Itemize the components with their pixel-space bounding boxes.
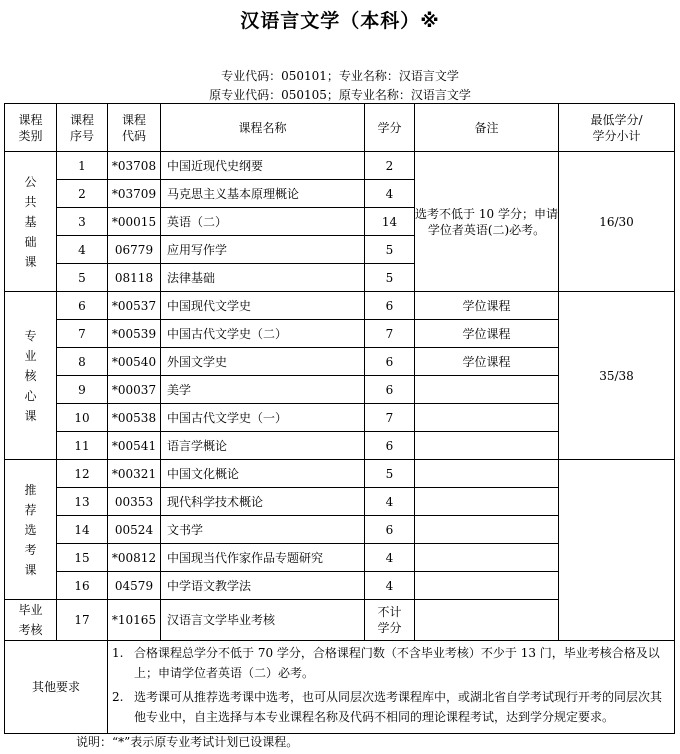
course-name: 中国古代文学史（一）	[161, 404, 365, 432]
course-seq: 14	[57, 516, 108, 544]
page-title: 汉语言文学（本科）※	[240, 10, 440, 32]
course-name: 中国文化概论	[161, 460, 365, 488]
requirement-number: 1.	[112, 646, 124, 660]
course-code: 00353	[108, 488, 161, 516]
header-seq-label: 课程 序号	[69, 112, 94, 143]
course-seq: 17	[57, 600, 108, 641]
other-requirements-row	[5, 641, 675, 734]
course-credit: 6	[365, 292, 415, 320]
course-code: 00524	[108, 516, 161, 544]
course-remark: 学位课程	[415, 292, 559, 320]
curriculum-table-body	[5, 104, 675, 734]
course-code: *10165	[108, 600, 161, 641]
category-recommended: 推 荐 选 考 课	[5, 460, 57, 600]
course-seq: 6	[57, 292, 108, 320]
course-remark	[415, 572, 559, 600]
course-seq: 7	[57, 320, 108, 348]
course-credit: 6	[365, 376, 415, 404]
course-credit: 6	[365, 432, 415, 460]
course-seq: 4	[57, 236, 108, 264]
course-seq: 16	[57, 572, 108, 600]
table-row	[5, 292, 675, 320]
course-name: 中国现当代作家作品专题研究	[161, 544, 365, 572]
course-credit: 5	[365, 236, 415, 264]
course-seq: 15	[57, 544, 108, 572]
course-code: *00538	[108, 404, 161, 432]
table-row	[5, 460, 675, 488]
requirement-text: 选考课可从推荐选考课中选考，也可从同层次选考课程库中，或湖北省自学考试现行开考的同层次其他专业中，自主选择与本专业课程名称及代码不相同的理论课程考试，达到学分规定要求。	[134, 690, 663, 724]
course-remark: 学位课程	[415, 320, 559, 348]
course-seq: 1	[57, 152, 108, 180]
header-name-label: 课程名称	[238, 120, 287, 135]
requirement-item	[112, 643, 668, 683]
curriculum-table	[4, 103, 675, 734]
course-credit: 7	[365, 404, 415, 432]
course-name: 汉语言文学毕业考核	[161, 600, 365, 641]
course-credit: 4	[365, 544, 415, 572]
course-seq: 8	[57, 348, 108, 376]
requirement-number: 2.	[112, 690, 124, 704]
course-name: 中国现代文学史	[161, 292, 365, 320]
course-remark	[415, 488, 559, 516]
course-credit: 6	[365, 348, 415, 376]
course-seq: 2	[57, 180, 108, 208]
category-public: 公 共 基 础 课	[5, 152, 57, 292]
course-name: 中国古代文学史（二）	[161, 320, 365, 348]
course-code: *00537	[108, 292, 161, 320]
course-name: 美学	[161, 376, 365, 404]
header-category-label: 课程 类别	[18, 112, 43, 143]
course-code: 08118	[108, 264, 161, 292]
other-requirements-cell	[108, 641, 675, 734]
requirement-item	[112, 687, 668, 727]
course-credit: 4	[365, 180, 415, 208]
other-requirements-label: 其他要求	[5, 641, 108, 734]
course-seq: 3	[57, 208, 108, 236]
header-credit-label: 学分	[377, 120, 402, 135]
course-code: *00539	[108, 320, 161, 348]
course-name: 中国近现代史纲要	[161, 152, 365, 180]
header-credit	[365, 104, 415, 152]
course-code: *00015	[108, 208, 161, 236]
footnote: 说明：“*”表示原专业考试计划已设课程。	[76, 735, 299, 749]
course-credit: 5	[365, 264, 415, 292]
public-remark: 选考不低于 10 学分；申请学位者英语(二)必考。	[415, 152, 559, 292]
requirement-text: 合格课程总学分不低于 70 学分，合格课程门数（不含毕业考核）不少于 13 门，毕业考核合格及以上；申请学位者英语（二）必考。	[134, 646, 660, 680]
course-name: 英语（二）	[161, 208, 365, 236]
course-credit: 2	[365, 152, 415, 180]
major-code-line: 专业代码：050101；专业名称：汉语言文学	[221, 69, 459, 83]
course-code: *03709	[108, 180, 161, 208]
course-remark	[415, 544, 559, 572]
course-code: 06779	[108, 236, 161, 264]
course-seq: 5	[57, 264, 108, 292]
header-remark	[415, 104, 559, 152]
course-name: 文书学	[161, 516, 365, 544]
header-row	[5, 104, 675, 152]
old-major-code-line: 原专业代码：050105；原专业名称：汉语言文学	[209, 88, 471, 102]
course-credit: 4	[365, 572, 415, 600]
course-code: *03708	[108, 152, 161, 180]
course-seq: 13	[57, 488, 108, 516]
header-code-label: 课程 代码	[121, 112, 146, 143]
course-remark	[415, 516, 559, 544]
course-credit: 7	[365, 320, 415, 348]
course-name: 语言学概论	[161, 432, 365, 460]
category-core: 专 业 核 心 课	[5, 292, 57, 460]
course-credit: 5	[365, 460, 415, 488]
header-seq	[57, 104, 108, 152]
course-remark	[415, 376, 559, 404]
header-remark-label: 备注	[474, 120, 499, 135]
course-seq: 11	[57, 432, 108, 460]
course-remark	[415, 460, 559, 488]
table-row	[5, 152, 675, 180]
course-remark	[415, 404, 559, 432]
category-graduation: 毕业 考核	[5, 600, 57, 641]
course-name: 中学语文教学法	[161, 572, 365, 600]
header-code	[108, 104, 161, 152]
course-seq: 12	[57, 460, 108, 488]
course-remark: 学位课程	[415, 348, 559, 376]
core-min-credit: 35/38	[559, 292, 675, 460]
course-credit: 不计 学分	[365, 600, 415, 641]
course-credit: 6	[365, 516, 415, 544]
course-code: *00541	[108, 432, 161, 460]
recommended-min-credit	[559, 460, 675, 641]
course-name: 马克思主义基本原理概论	[161, 180, 365, 208]
course-name: 法律基础	[161, 264, 365, 292]
course-seq: 9	[57, 376, 108, 404]
course-remark	[415, 600, 559, 641]
course-credit: 14	[365, 208, 415, 236]
course-name: 应用写作学	[161, 236, 365, 264]
course-remark	[415, 432, 559, 460]
course-code: 04579	[108, 572, 161, 600]
public-min-credit: 16/30	[559, 152, 675, 292]
header-name	[161, 104, 365, 152]
course-code: *00812	[108, 544, 161, 572]
course-credit: 4	[365, 488, 415, 516]
course-code: *00037	[108, 376, 161, 404]
header-min-credit-label: 最低学分/ 学分小计	[590, 112, 643, 143]
course-name: 外国文学史	[161, 348, 365, 376]
course-seq: 10	[57, 404, 108, 432]
course-name: 现代科学技术概论	[161, 488, 365, 516]
header-min-credit	[559, 104, 675, 152]
course-code: *00540	[108, 348, 161, 376]
header-category	[5, 104, 57, 152]
course-code: *00321	[108, 460, 161, 488]
